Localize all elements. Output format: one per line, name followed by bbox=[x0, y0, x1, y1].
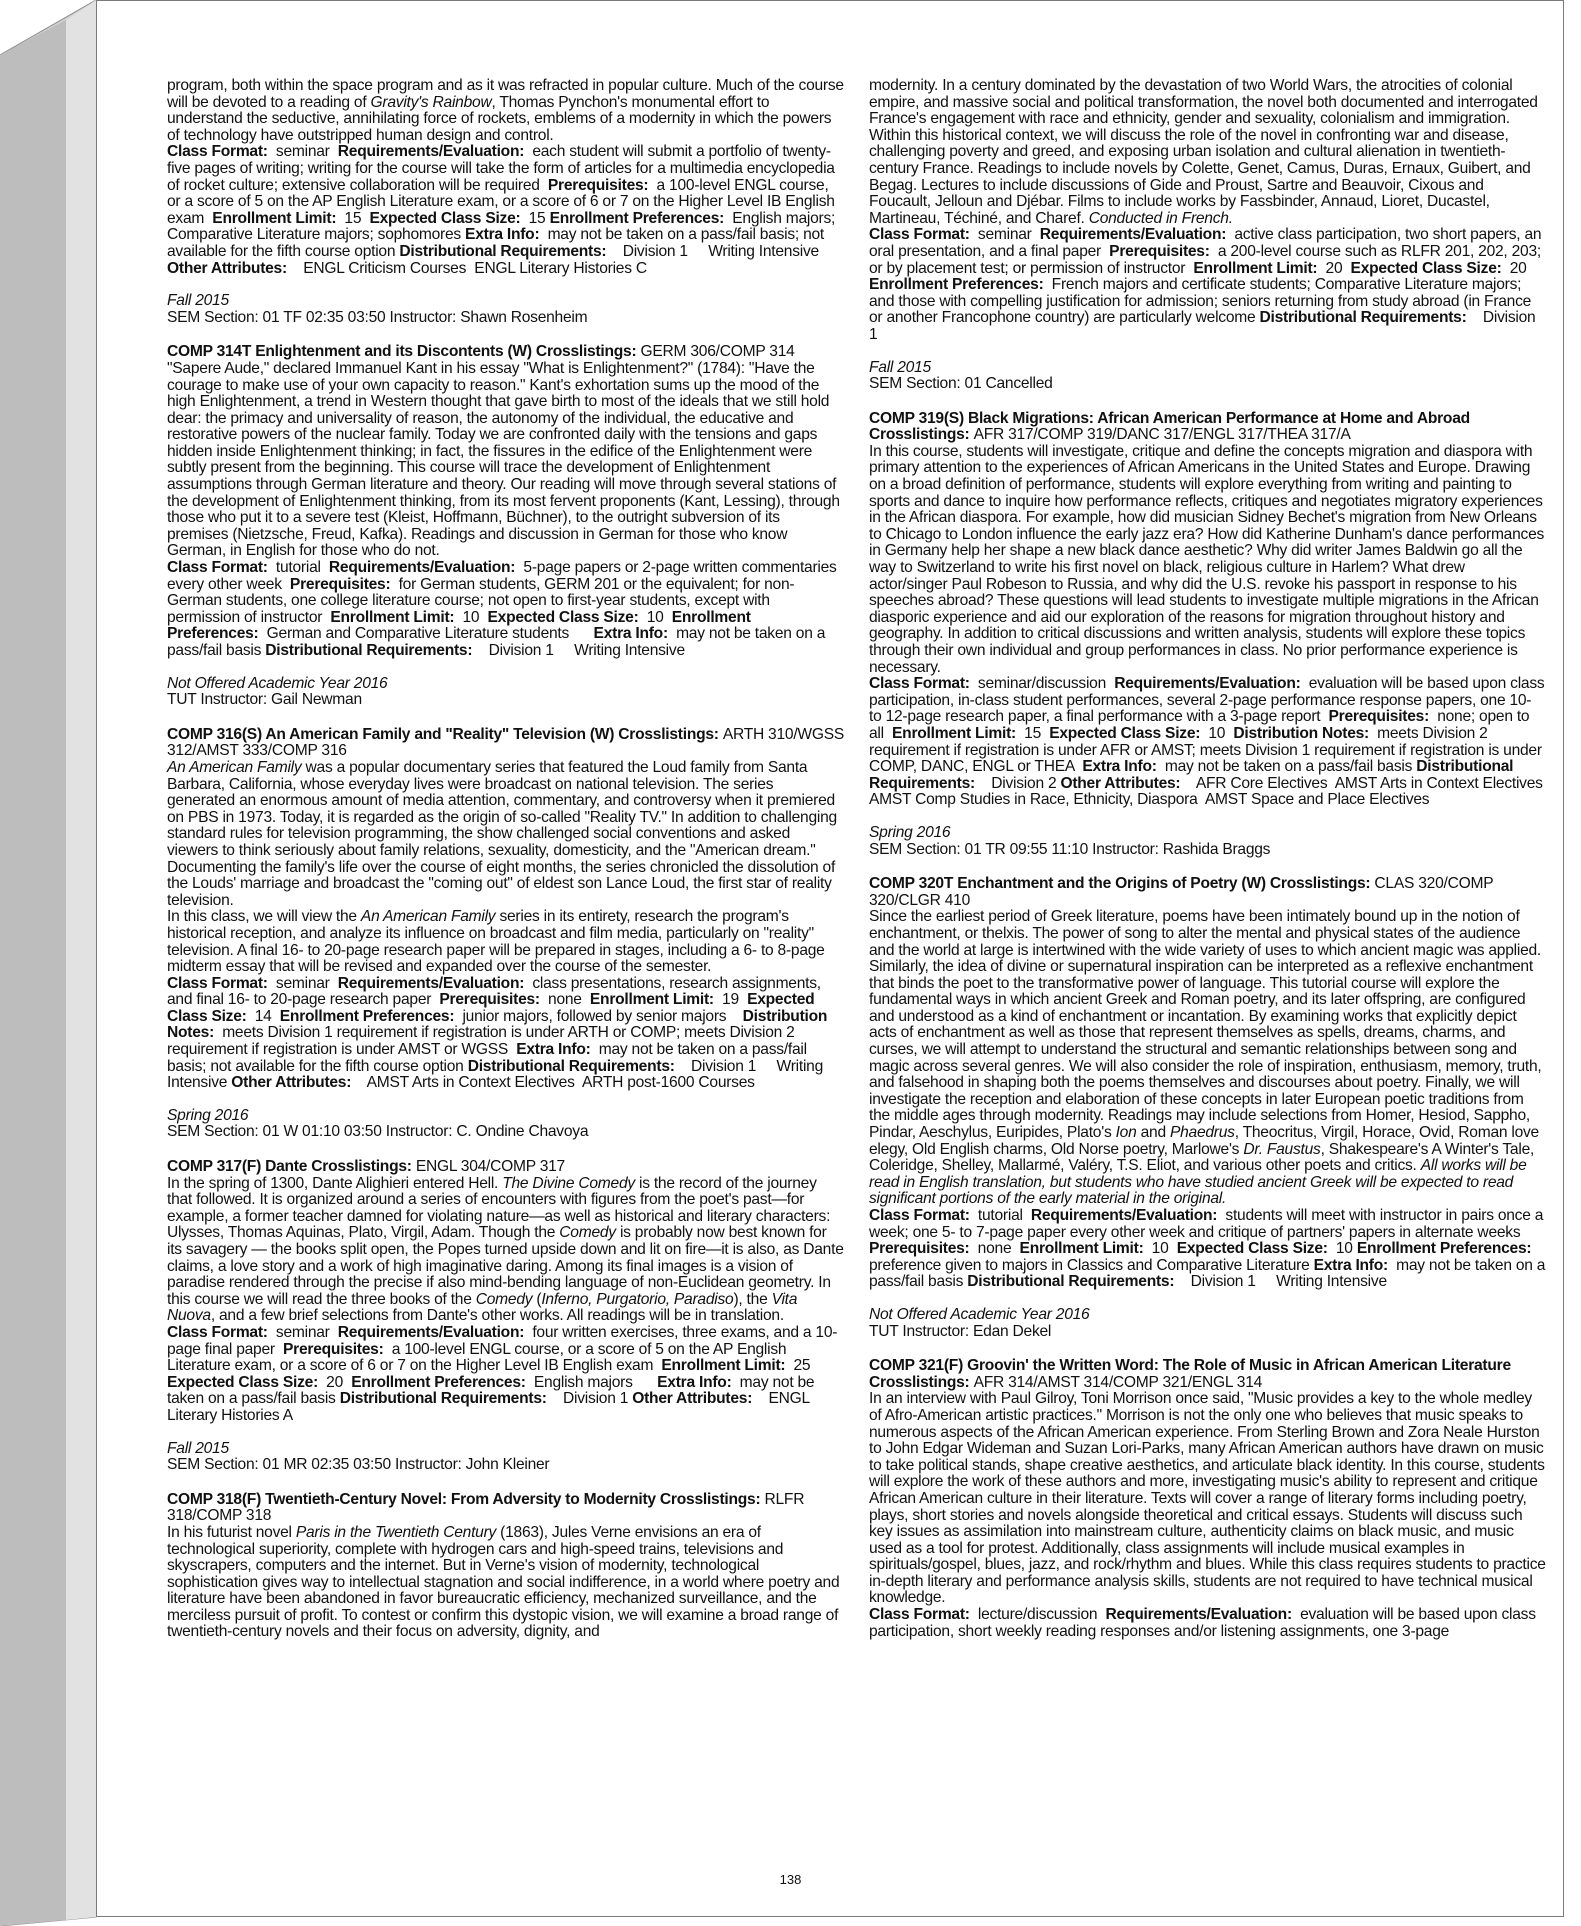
detail-label: Other Attributes: bbox=[231, 1074, 352, 1092]
detail-value: active class participation, two short papers, an oral presentation, and a final paper bbox=[869, 226, 1546, 260]
detail-label: Class Format: bbox=[869, 1606, 970, 1624]
detail-value: may not be taken on a pass/fail basis bbox=[167, 625, 830, 659]
course-section: TUT Instructor: Gail Newman bbox=[167, 691, 362, 709]
detail-value: none bbox=[969, 1240, 1020, 1258]
detail-value: evaluation will be based upon class participation, in-class student performances, several 2-page performance response papers, one 10- to 12-page research paper, a final performance with a 3-page report bbox=[869, 675, 1549, 726]
course-details bbox=[167, 1325, 845, 1425]
detail-value: English majors bbox=[525, 1373, 658, 1391]
detail-label: Other Attributes: bbox=[167, 259, 287, 277]
detail-value: students will meet with instructor in pairs once a week; one 5- to 7-page paper every other week and critique of partners' papers in alternate weeks bbox=[869, 1207, 1548, 1241]
detail-value: ENGL Literary Histories A bbox=[167, 1390, 814, 1424]
detail-value: a 200-level course such as RLFR 201, 202, 203; or by placement test; or permission of instructor bbox=[869, 242, 1546, 277]
detail-value: seminar/discussion bbox=[969, 675, 1115, 693]
detail-value: 10 bbox=[454, 608, 488, 626]
detail-value: Division 2 bbox=[974, 774, 1061, 792]
detail-label: Requirements/Evaluation: bbox=[1030, 1207, 1218, 1224]
detail-label: Requirements/Evaluation: bbox=[337, 1323, 525, 1341]
detail-label: Enrollment Limit: bbox=[589, 991, 714, 1009]
course-heading-comp-317: COMP 317(F) Dante Crosslistings: ENGL 304/COMP 317 bbox=[167, 1158, 565, 1176]
detail-value: preference given to majors in Classics and Comparative Literature bbox=[869, 1240, 1540, 1274]
detail-value: seminar bbox=[267, 1323, 338, 1341]
detail-label: Enrollment Limit: bbox=[661, 1357, 786, 1375]
detail-value: 15 bbox=[520, 209, 550, 227]
course-term: Not Offered Academic Year 2016 bbox=[167, 674, 388, 692]
detail-value: none; open to all bbox=[869, 708, 1534, 742]
detail-value: junior majors, followed by senior majors bbox=[454, 1007, 743, 1025]
detail-value: a 100-level ENGL course, or a score of 5 on the AP English Literature exam, or a score of 6 or 7 on the Higher Level IB English exam bbox=[167, 1340, 791, 1375]
right-column bbox=[869, 77, 1551, 1640]
detail-label: Enrollment Preferences: bbox=[1356, 1240, 1532, 1258]
course-heading-comp-320t: COMP 320T Enchantment and the Origins of Poetry (W) Crosslistings: CLAS 320/COMP 320/CLGR 410 bbox=[869, 875, 1494, 909]
detail-value: seminar bbox=[267, 974, 338, 992]
left-column bbox=[167, 78, 845, 1641]
detail-value: 25 bbox=[785, 1357, 819, 1375]
detail-value: each student will submit a portfolio of twenty-five pages of writing; writing for the course will take the form of articles for a multimedia encyclopedia of rocket culture; extensive collaboration will be required bbox=[167, 143, 839, 194]
detail-value: 20 bbox=[318, 1373, 352, 1391]
detail-value: may not be taken on a pass/fail basis bbox=[869, 1256, 1550, 1291]
course-heading-comp-314t: COMP 314T Enlightenment and its Discontents (W) Crosslistings: GERM 306/COMP 314 bbox=[167, 343, 795, 361]
course-description: "Sapere Aude," declared Immanuel Kant in his essay "What is Enlightenment?" (1784): "Have the courage to make use of your own capacity to reason." Kant's exhortation sums up the mood of the high Enlightenment, a trend in Western thought that gave birth to most of the ideals that we still hold dear: the primacy and universality of reason, the autonomy of the individual, the educative and restorative powers of the nuclear family. Today we are confronted daily with the tensions and gaps hidden inside Enlightenment thinking; in fact, the fissures in the edifice of the Enlightenment were subtly present from the beginning. This course will trace the development of Enlightenment assumptions through German literature and theory. Our reading will move through several stations of the development of Enlightenment thinking, from its most fervent proponents (Kant, Lessing), through those who put it to a severe test (Kleist, Hoffmann, Büchner), to the outright subversion of its premises (Nietzsche, Freud, Kafka). Readings and discussion in German for those who know German, in English for those who do not. bbox=[167, 359, 840, 560]
course-details bbox=[869, 1207, 1550, 1291]
course-term: Spring 2016 bbox=[869, 823, 951, 841]
detail-label: Prerequisites: bbox=[439, 991, 540, 1009]
detail-value: none bbox=[539, 991, 590, 1009]
course-details bbox=[869, 675, 1551, 809]
detail-label: Extra Info: bbox=[465, 226, 540, 244]
course-heading-comp-319: COMP 319(S) Black Migrations: African American Performance at Home and Abroad Crosslistings: AFR 317/COMP 319/DANC 317/ENGL 317/THEA 317/A bbox=[869, 409, 1470, 444]
detail-label: Enrollment Limit: bbox=[1193, 259, 1318, 277]
detail-label: Requirements/Evaluation: bbox=[337, 974, 525, 992]
detail-label: Extra Info: bbox=[1082, 758, 1157, 776]
course-details bbox=[869, 1607, 1547, 1640]
detail-label: Enrollment Limit: bbox=[330, 608, 455, 626]
detail-label: Distributional Requirements: bbox=[467, 1057, 675, 1075]
detail-value: 10 bbox=[1143, 1240, 1177, 1258]
detail-value: four written exercises, three exams, and a 10-page final paper bbox=[167, 1323, 838, 1358]
detail-value: tutorial bbox=[969, 1207, 1031, 1224]
detail-label: Extra Info: bbox=[516, 1041, 591, 1059]
detail-label: Enrollment Preferences: bbox=[167, 608, 751, 643]
detail-value: German and Comparative Literature students bbox=[258, 625, 594, 643]
detail-value: may not be taken on a pass/fail basis bbox=[167, 1373, 819, 1408]
detail-value: may not be taken on a pass/fail basis; not available for the fifth course option bbox=[167, 1041, 811, 1075]
detail-label: Distribution Notes: bbox=[1233, 724, 1369, 742]
detail-value: Division 1 Writing Intensive bbox=[167, 1057, 828, 1092]
detail-value: Division 1 Writing Intensive bbox=[1174, 1273, 1387, 1291]
course-section: SEM Section: 01 TF 02:35 03:50 Instructor: Shawn Rosenheim bbox=[167, 308, 588, 326]
course-heading-comp-318: COMP 318(F) Twentieth-Century Novel: From Adversity to Modernity Crosslistings: RLFR 318/COMP 318 bbox=[167, 1490, 805, 1525]
detail-value: Division 1 Writing Intensive bbox=[606, 242, 824, 260]
course-term: Spring 2016 bbox=[167, 1106, 249, 1124]
detail-label: Extra Info: bbox=[657, 1373, 732, 1391]
course-description: Since the earliest period of Greek literature, poems have been intimately bound up in the notion of enchantment, or thelxis. The power of song to alter the mental and physical states of the audience and the world at large is intertwined with the wide variety of uses to which ancient magic was applied. Similarly, the idea of divine or supernatural inspiration can be interpreted as a reflexive enchantment that binds the poet to the transformative power of language. This tutorial course will explore the fundamental ways in which ancient Greek and Roman poetry, and its later offspring, are configured and understood as a kind of enchantment or incantation. By examining works that explicitly depict acts of enchantment as well as those that represent themselves as spells, dreams, charms, and curses, we will attempt to understand the structural and semantic relationships between song and magic across several genres. We will also consider the role of inspiration, enthusiasm, memory, truth, and falsehood in shaping both the poems themselves and discourses about poetry. Finally, we will investigate the reception and elaboration of these concepts in later European poetic traditions from the middle ages through modernity. Readings may include selections from Homer, Hesiod, Sappho, Pindar, Aeschylus, Euripides, Plato's Ion and Phaedrus, Theocritus, Virgil, Horace, Ovid, Roman love elegy, Old English charms, Old Norse poetry, Marlowe's Dr. Faustus, Shakespeare's A Winter's Tale, Coleridge, Shelley, Mallarmé, Valéry, T.S. Eliot, and various other poets and critics. All works will be read in English translation, but students who have studied ancient Greek will be expected to read significant portions of the early material in the original. bbox=[869, 908, 1542, 1208]
course-description: In this class, we will view the An American Family series in its entirety, research the program's historical reception, and analyze its influence on broadcast and film media, particularly on "reality" television. A final 16- to 20-page research paper will be prepared in stages, including a 6- to 8-page midterm essay that will be revised and expanded over the course of the semester. bbox=[167, 908, 825, 976]
course-term: Not Offered Academic Year 2016 bbox=[869, 1305, 1090, 1323]
detail-value: Division 1 Writing Intensive bbox=[472, 642, 685, 659]
intro-paragraph: program, both within the space program and as it was refracted in popular culture. Much of the course will be devoted to a reading of Gravity's Rainbow, Thomas Pynchon's monumental effort to understand the seductive, annihilating force of rockets, emblems of a modernity in which the powers of technology have outstripped human design and control. bbox=[167, 77, 844, 144]
course-details bbox=[167, 976, 845, 1092]
detail-label: Expected Class Size: bbox=[1176, 1240, 1328, 1258]
detail-value: class presentations, research assignments, and final 16- to 20-page research paper bbox=[167, 974, 825, 1009]
course-details bbox=[869, 227, 1547, 343]
detail-value: 15 bbox=[1016, 724, 1050, 742]
detail-label: Class Format: bbox=[167, 974, 268, 992]
detail-label: Distributional Requirements: bbox=[339, 1390, 547, 1408]
detail-value: seminar bbox=[969, 226, 1040, 244]
detail-label: Distribution Notes: bbox=[167, 1007, 828, 1042]
detail-label: Extra Info: bbox=[593, 625, 668, 643]
detail-label: Enrollment Preferences: bbox=[549, 209, 725, 227]
detail-value: meets Division 2 requirement if registration is under AFR or AMST; meets Division 1 requirement if registration is under COMP, DANC, ENGL or THEA bbox=[869, 724, 1546, 776]
course-term: Fall 2015 bbox=[167, 1439, 229, 1457]
detail-label: Prerequisites: bbox=[1109, 242, 1210, 260]
detail-value: meets Division 1 requirement if registration is under ARTH or COMP; meets Division 2 requirement if registration is under AMST or WGSS bbox=[167, 1024, 799, 1059]
detail-label: Requirements/Evaluation: bbox=[337, 143, 525, 161]
course-description: In an interview with Paul Gilroy, Toni Morrison once said, "Music provides a key to the whole medley of Afro-American artistic practices." Morrison is not the only one who believes that music speaks to numerous aspects of the African American experience. From Sterling Brown and Zora Neale Hurston to John Edgar Wideman and Suzan Lori-Parks, many African American authors have drawn on music to take political stands, shape creative aesthetics, and articulate black identity. In this course, students will explore the work of these authors and more, investigating music's ability to represent and critique African American culture in their literature. Texts will cover a range of literary forms including poetry, plays, short stories and novels alongside theoretical and critical essays. Students will discuss such key issues as assimilation into mainstream culture, authenticity claims on black music, and music used as a tool for protest. Additionally, class assignments will include musical examples in spirituals/gospel, blues, jazz, and rock/rhythm and blues. While this class requires students to practice in-depth literary and performance analysis skills, students are not required to have technical musical knowledge. bbox=[869, 1390, 1546, 1607]
detail-value: may not be taken on a pass/fail basis bbox=[1156, 758, 1417, 776]
detail-label: Prerequisites: bbox=[547, 176, 649, 194]
detail-label: Requirements/Evaluation: bbox=[328, 559, 516, 577]
detail-value: Division 1 bbox=[546, 1390, 633, 1408]
detail-label: Enrollment Limit: bbox=[892, 724, 1016, 742]
detail-value: seminar bbox=[267, 143, 338, 161]
detail-label: Expected Class Size: bbox=[1350, 259, 1502, 277]
detail-label: Class Format: bbox=[869, 1207, 970, 1224]
detail-value: ENGL Criticism Courses ENGL Literary Histories C bbox=[286, 259, 647, 277]
course-section: TUT Instructor: Edan Dekel bbox=[869, 1322, 1052, 1340]
detail-value: may not be taken on a pass/fail basis; not available for the fifth course option bbox=[167, 226, 829, 260]
course-section: SEM Section: 01 MR 02:35 03:50 Instructor: John Kleiner bbox=[167, 1456, 550, 1474]
detail-label: Requirements/Evaluation: bbox=[1039, 226, 1227, 244]
course-description: In this course, students will investigate, critique and define the concepts migration and diaspora with primary attention to the experiences of African Americans in the United States and Europe. Drawing on a broad definition of performance, students will explore everything from writing and painting to sports and dance to inquire how performance reflects, critiques and negotiates migratory experiences in the African diaspora. For example, how did musician Sidney Bechet's migration from New Orleans to Chicago to London influence the early jazz era? How did Katherine Dunham's dance performances in Germany help her shape a new black dance aesthetic? Why did writer James Baldwin go all the way to Switzerland to write his first novel on black, religious culture in Harlem? What drew actor/singer Paul Robeson to Russia, and why did the U.S. revoke his passport in response to his speeches abroad? These questions will lead students to investigate multiple migrations in the African diasporic experience and aid our exploration of the reasons for migration throughout history and geography. In addition to critical discussions and written analysis, students will explore these topics through their own individual and group performances in class. No prior performance experience is necessary. bbox=[869, 442, 1545, 676]
course-description: An American Family was a popular documentary series that featured the Loud family from Santa Barbara, California, whose everyday lives were broadcast on national television. The series generated an enormous amount of media attention, commentary, and controversy when it premiered on PBS in 1973. Today, it is regarded as the origin of so-called "Reality TV." In addition to challenging standard rules for television programming, the show challenged social conventions and asked viewers to think seriously about family relations, sexuality, domesticity, and the "American dream." Documenting the family's life over the course of eight months, the series chronicled the dissolution of the Louds' marriage and broadcast the "coming out" of eldest son Lance Loud, the first star of reality television. bbox=[167, 758, 837, 909]
detail-label: Prerequisites: bbox=[869, 1240, 970, 1258]
detail-label: Enrollment Preferences: bbox=[279, 1007, 455, 1025]
detail-label: Distributional Requirements: bbox=[399, 242, 607, 260]
course-heading-comp-316: COMP 316(S) An American Family and "Reality" Television (W) Crosslistings: ARTH 310/WGSS 312/AMST 333/COMP 316 bbox=[167, 725, 845, 760]
course-section: SEM Section: 01 TR 09:55 11:10 Instructor: Rashida Braggs bbox=[869, 840, 1271, 858]
detail-value: for German students, GERM 201 or the equivalent; for non-German students, one college literature course; not open to first-year students, except with permission of instructor bbox=[167, 575, 795, 626]
detail-label: Expected Class Size: bbox=[487, 608, 639, 626]
detail-label: Class Format: bbox=[869, 226, 970, 244]
detail-value: 10 bbox=[638, 608, 672, 626]
detail-value: 10 bbox=[1327, 1240, 1357, 1258]
detail-label: Expected Class Size: bbox=[167, 991, 815, 1025]
detail-value: evaluation will be based upon class participation, short weekly reading responses and/or listening assignments, one 3-page bbox=[869, 1606, 1540, 1640]
detail-label: Requirements/Evaluation: bbox=[1105, 1606, 1292, 1624]
course-details bbox=[167, 560, 845, 660]
detail-label: Class Format: bbox=[167, 143, 268, 161]
detail-value: English majors; Comparative Literature majors; sophomores bbox=[167, 209, 840, 244]
detail-value: 20 bbox=[1317, 259, 1351, 277]
course-section: SEM Section: 01 W 01:10 03:50 Instructor: C. Ondine Chavoya bbox=[167, 1123, 589, 1141]
detail-label: Distributional Requirements: bbox=[265, 642, 473, 659]
detail-value: 10 bbox=[1200, 724, 1234, 742]
detail-value: lecture/discussion bbox=[969, 1606, 1106, 1624]
detail-value: Division 1 bbox=[869, 309, 1540, 343]
detail-label: Distributional Requirements: bbox=[1259, 309, 1467, 327]
detail-label: Distributional Requirements: bbox=[967, 1273, 1175, 1291]
detail-label: Prerequisites: bbox=[283, 1340, 384, 1358]
detail-value: 14 bbox=[246, 1007, 280, 1025]
detail-label: Expected Class Size: bbox=[167, 1373, 319, 1391]
detail-value: 20 bbox=[1501, 259, 1535, 277]
detail-label: Enrollment Limit: bbox=[212, 209, 337, 227]
detail-label: Class Format: bbox=[167, 1323, 268, 1341]
course-term: Fall 2015 bbox=[167, 292, 229, 310]
detail-label: Other Attributes: bbox=[1060, 774, 1181, 792]
detail-label: Expected Class Size: bbox=[1049, 724, 1201, 742]
detail-label: Class Format: bbox=[869, 675, 970, 693]
detail-value: a 100-level ENGL course, or a score of 5 on the AP English Literature exam, or a score of 6 or 7 on the Higher Level IB English exam bbox=[167, 176, 839, 227]
course-details bbox=[167, 144, 845, 277]
detail-label: Requirements/Evaluation: bbox=[1114, 675, 1301, 693]
detail-value: 15 bbox=[336, 209, 370, 227]
course-section: SEM Section: 01 Cancelled bbox=[869, 375, 1053, 393]
detail-value: 5-page papers or 2-page written commentaries every other week bbox=[167, 559, 841, 593]
detail-label: Prerequisites: bbox=[289, 575, 391, 593]
detail-value: tutorial bbox=[267, 559, 329, 577]
detail-value: 19 bbox=[713, 991, 748, 1009]
detail-label: Enrollment Preferences: bbox=[351, 1373, 526, 1391]
course-description: In his futurist novel Paris in the Twentieth Century (1863), Jules Verne envisions an era of technological superiority, complete with hydrogen cars and high-speed trains, televisions and skyscrapers, computers and the internet. But in Verne's vision of modernity, technological sophistication gives way to intellectual stagnation and social indifference, in a world where poetry and literature have been abandoned in favor bureaucratic efficiency, mechanized surveillance, and the merciless pursuit of profit. To contest or confirm this dystopic vision, we will examine a broad range of twentieth-century novels and their focus on adversity, dignity, and bbox=[167, 1523, 840, 1641]
detail-label: Enrollment Limit: bbox=[1019, 1240, 1144, 1258]
detail-value: French majors and certificate students; Comparative Literature majors; and those with compelling justification for admission; seniors returning from study abroad (in France or another Francophone country) are particularly welcome bbox=[869, 276, 1536, 327]
detail-label: Expected Class Size: bbox=[369, 209, 521, 227]
detail-label: Extra Info: bbox=[1313, 1256, 1388, 1274]
detail-label: Other Attributes: bbox=[632, 1390, 753, 1408]
course-description: In the spring of 1300, Dante Alighieri entered Hell. The Divine Comedy is the record of the journey that followed. It is organized around a series of encounters with figures from the poet's past—for example, a former teacher damned for violating nature—as well as historical and literary characters: Ulysses, Thomas Aquinas, Plato, Virgil, Adam. Though the Comedy is probably now best known for its savagery — the books split open, the Popes turned upside down and lit on fire—it is also, as Dante claims, a love story and a work of high imaginative daring. Among its final images is a vision of paradise rendered through the precise if also mind-bending language of non-Euclidean geometry. In this course we will read the three books of the Comedy (Inferno, Purgatorio, Paradiso), the Vita Nuova, and a few brief selections from Dante's other works. All readings will be in translation. bbox=[167, 1174, 844, 1325]
course-heading-comp-321: COMP 321(F) Groovin' the Written Word: The Role of Music in African American Literature Crosslistings: AFR 314/AMST 314/COMP 321/ENGL 314 bbox=[869, 1357, 1511, 1391]
detail-label: Class Format: bbox=[167, 559, 268, 577]
detail-value: AFR Core Electives AMST Arts in Context Electives AMST Comp Studies in Race, Ethnicity, Diaspora AMST Space and Place Electives bbox=[869, 774, 1551, 809]
course-description: modernity. In a century dominated by the devastation of two World Wars, the atrocities of colonial empire, and massive social and political transformation, the novel both documented and interrogated France's engagement with race and ethnicity, gender and sexuality, colonialism and immigration. Within this historical context, we will discuss the role of the novel in confronting war and disease, challenging poverty and greed, and exposing urban isolation and cultural alienation in twentieth-century France. Readings to include novels by Colette, Genet, Camus, Duras, Ernaux, Guibert, and Begag. Lectures to include discussions of Gide and Proust, Sartre and Beauvoir, Cixous and Foucault, Jelloun and Djébar. Films to include works by Fassbinder, Annaud, Lioret, Ducastel, Martineau, Téchiné, and Charef. Conducted in French. bbox=[869, 77, 1538, 227]
page-number: 138 bbox=[779, 1872, 802, 1887]
detail-label: Enrollment Preferences: bbox=[869, 276, 1044, 294]
detail-value: AMST Arts in Context Electives ARTH post-1600 Courses bbox=[351, 1074, 755, 1092]
detail-label: Prerequisites: bbox=[1328, 708, 1430, 726]
detail-label: Distributional Requirements: bbox=[869, 758, 1514, 792]
course-term: Fall 2015 bbox=[869, 358, 931, 376]
